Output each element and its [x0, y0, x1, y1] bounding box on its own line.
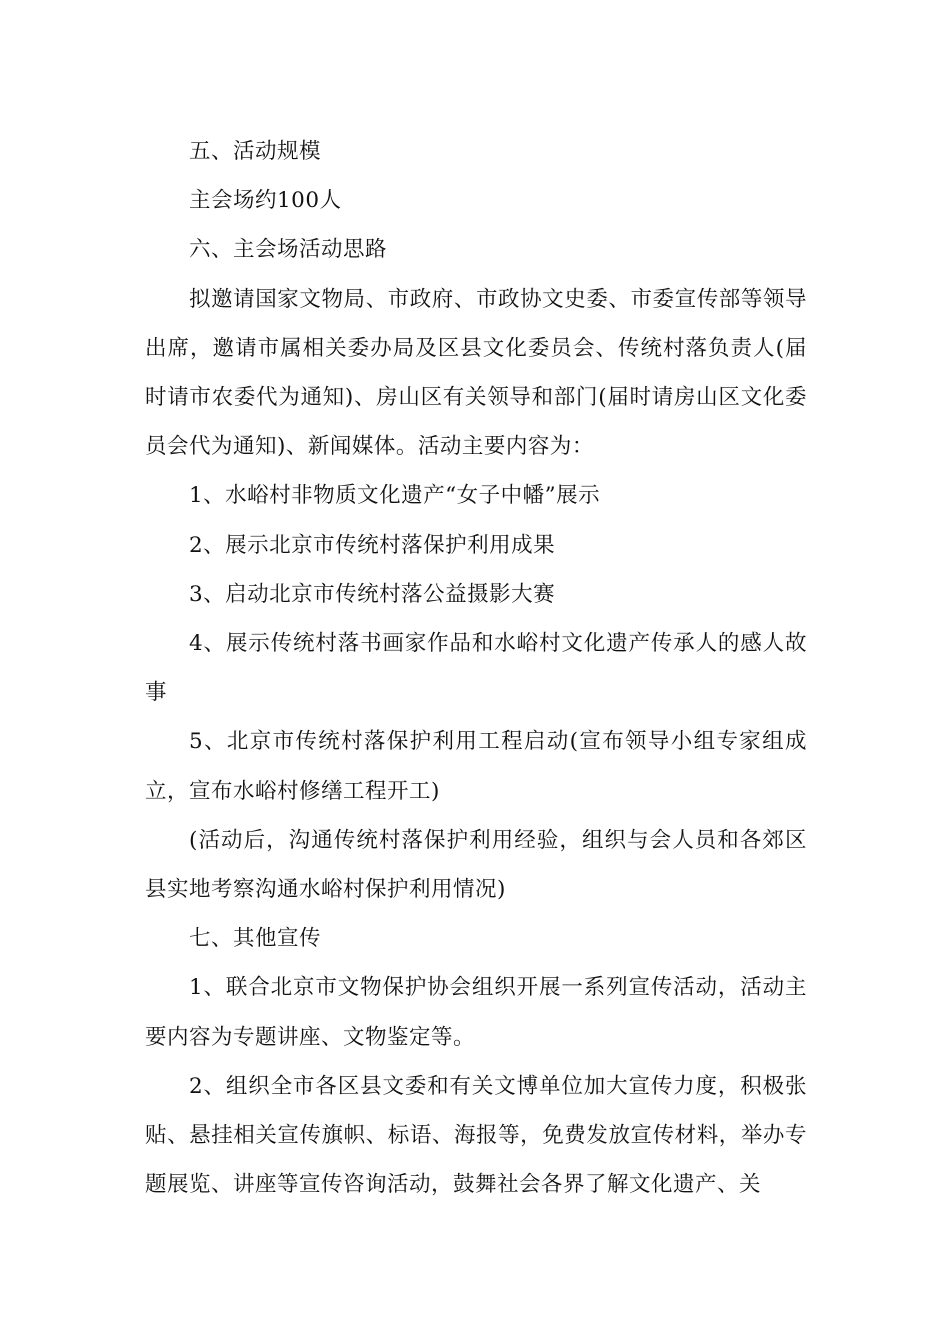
heading-activity-plan: 六、主会场活动思路 — [189, 237, 388, 263]
publicity-item-2: 2、组织全市各区县文委和有关文博单位加大宣传力度，积极张贴、悬挂相关宣传旗帜、标语、海报等，免费发放宣传材料，举办专题展览、讲座等宣传咨询活动，鼓舞社会各界了解文化遗产、关 — [145, 1073, 807, 1198]
document-body — [145, 127, 807, 1209]
heading-other-publicity: 七、其他宣传 — [189, 926, 322, 952]
paragraph-after-activity: (活动后，沟通传统村落保护利用经验，组织与会人员和各郊区县实地考察沟通水峪村保护利用情况) — [145, 827, 807, 903]
list-item-4: 4、展示传统村落书画家作品和水峪村文化遗产传承人的感人故事 — [145, 631, 807, 706]
list-item-5: 5、北京市传统村落保护利用工程启动(宣布领导小组专家组成立，宣布水峪村修缮工程开工) — [145, 729, 807, 804]
list-item-2: 2、展示北京市传统村落保护利用成果 — [189, 532, 556, 558]
heading-activity-scale: 五、活动规模 — [189, 139, 322, 164]
list-item-3: 3、启动北京市传统村落公益摄影大赛 — [189, 581, 556, 607]
list-item-1: 1、水峪村非物质文化遗产“女子中幡”展示 — [189, 483, 601, 509]
publicity-item-1: 1、联合北京市文物保护协会组织开展一系列宣传活动，活动主要内容为专题讲座、文物鉴定等。 — [145, 975, 807, 1050]
paragraph-venue-size: 主会场约100人 — [189, 188, 342, 214]
paragraph-invitations: 拟邀请国家文物局、市政府、市政协文史委、市委宣传部等领导出席，邀请市属相关委办局及区县文化委员会、传统村落负责人(届时请市农委代为通知)、房山区有关领导和部门(届时请房山区文化委员会代为通知)、新闻媒体。活动主要内容为： — [145, 286, 807, 460]
